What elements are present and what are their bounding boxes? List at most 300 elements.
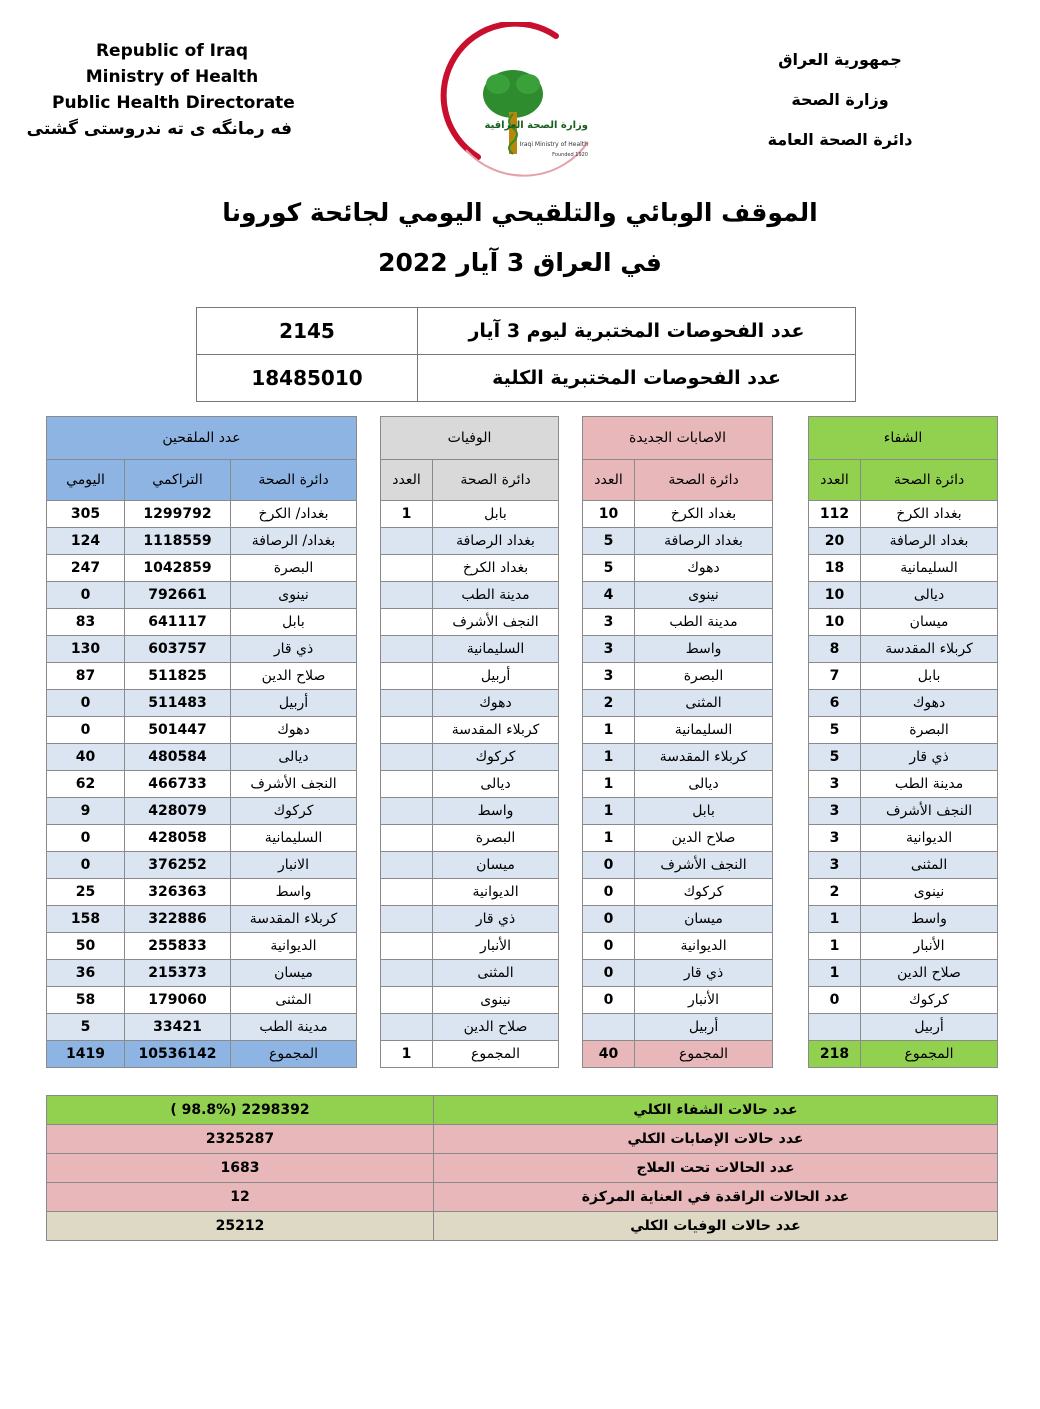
spacer (357, 663, 381, 690)
cases-directorate-cell: أربيل (635, 1014, 773, 1041)
vacc-daily-cell: 0 (47, 690, 125, 717)
recovery-directorate-cell: الديوانية (861, 825, 998, 852)
cases-count-cell: 1 (583, 825, 635, 852)
recovery-count-cell: 5 (809, 717, 861, 744)
covid-stats-table (46, 416, 998, 1068)
spacer (357, 501, 381, 528)
spacer (357, 1014, 381, 1041)
total-vacc-daily: 1419 (47, 1041, 125, 1068)
deaths-count-cell: 1 (381, 501, 433, 528)
lab-tests-table (196, 307, 856, 402)
arabic-header (740, 40, 940, 160)
spacer (357, 1041, 381, 1068)
spacer (357, 798, 381, 825)
spacer (357, 825, 381, 852)
vacc-directorate-cell: دهوك (231, 717, 357, 744)
vacc-cumulative-cell: 255833 (125, 933, 231, 960)
recovery-count-cell: 8 (809, 636, 861, 663)
spacer (773, 825, 809, 852)
cases-count-cell: 3 (583, 636, 635, 663)
cases-directorate-cell: صلاح الدين (635, 825, 773, 852)
cases-directorate-cell: ميسان (635, 906, 773, 933)
recovery-count-cell (809, 1014, 861, 1041)
cases-count-cell: 3 (583, 663, 635, 690)
total-tests-value: 18485010 (197, 355, 418, 402)
spacer (357, 555, 381, 582)
vacc-daily-cell: 36 (47, 960, 125, 987)
spacer (559, 690, 583, 717)
table-row (47, 690, 998, 717)
cases-directorate-cell: مدينة الطب (635, 609, 773, 636)
cases-directorate-cell: الأنبار (635, 987, 773, 1014)
recovery-directorate-cell: الأنبار (861, 933, 998, 960)
vacc-cumulative-cell: 326363 (125, 879, 231, 906)
deaths-directorate-cell: السليمانية (433, 636, 559, 663)
spacer (773, 879, 809, 906)
recovery-count-cell: 1 (809, 960, 861, 987)
totals-row (47, 1041, 998, 1068)
spacer (559, 906, 583, 933)
deaths-count-cell (381, 798, 433, 825)
recovery-directorate-cell: أربيل (861, 1014, 998, 1041)
column-header-row (47, 460, 998, 501)
deaths-directorate-cell: بغداد الرصافة (433, 528, 559, 555)
spacer (357, 852, 381, 879)
summary-value: 2325287 (47, 1125, 434, 1154)
vacc-cumulative-cell: 511483 (125, 690, 231, 717)
spacer (559, 528, 583, 555)
vacc-daily-cell: 0 (47, 825, 125, 852)
spacer (357, 690, 381, 717)
vacc-daily-cell: 305 (47, 501, 125, 528)
table-row (47, 771, 998, 798)
deaths-directorate-cell: البصرة (433, 825, 559, 852)
recovery-count-cell: 3 (809, 825, 861, 852)
vacc-daily-cell: 247 (47, 555, 125, 582)
vacc-cumulative-cell: 1118559 (125, 528, 231, 555)
cases-count-header: العدد (583, 460, 635, 501)
spacer (773, 798, 809, 825)
vacc-daily-cell: 9 (47, 798, 125, 825)
summary-label: عدد حالات الإصابات الكلي (434, 1125, 998, 1154)
spacer (559, 744, 583, 771)
spacer (559, 825, 583, 852)
summary-value: 12 (47, 1183, 434, 1212)
table-row (47, 582, 998, 609)
spacer (357, 879, 381, 906)
header-ar-line-1: جمهورية العراق (778, 50, 902, 69)
deaths-count-header: العدد (381, 460, 433, 501)
summary-table (46, 1095, 998, 1241)
spacer (559, 555, 583, 582)
deaths-directorate-cell: صلاح الدين (433, 1014, 559, 1041)
recovery-directorate-cell: المثنى (861, 852, 998, 879)
recovery-directorate-cell: السليمانية (861, 555, 998, 582)
spacer (357, 960, 381, 987)
vacc-cumulative-cell: 33421 (125, 1014, 231, 1041)
cases-count-cell: 0 (583, 879, 635, 906)
recovery-count-cell: 18 (809, 555, 861, 582)
recovery-count-cell: 1 (809, 933, 861, 960)
table-row (47, 744, 998, 771)
deaths-directorate-cell: النجف الأشرف (433, 609, 559, 636)
deaths-count-cell (381, 609, 433, 636)
summary-value: 25212 (47, 1212, 434, 1241)
deaths-count-cell (381, 717, 433, 744)
vacc-daily-cell: 83 (47, 609, 125, 636)
deaths-directorate-cell: بغداد الكرخ (433, 555, 559, 582)
spacer (559, 717, 583, 744)
recovery-directorate-cell: النجف الأشرف (861, 798, 998, 825)
vacc-directorate-cell: بغداد/ الكرخ (231, 501, 357, 528)
spacer (773, 460, 809, 501)
ministry-logo (438, 22, 618, 177)
spacer (773, 852, 809, 879)
table-row (47, 636, 998, 663)
deaths-directorate-cell: أربيل (433, 663, 559, 690)
deaths-directorate-cell: دهوك (433, 690, 559, 717)
vacc-cumulative-cell: 466733 (125, 771, 231, 798)
vacc-directorate-cell: ذي قار (231, 636, 357, 663)
recovery-directorate-cell: واسط (861, 906, 998, 933)
vacc-cumulative-cell: 215373 (125, 960, 231, 987)
total-deaths-label: المجموع (433, 1041, 559, 1068)
summary-label: عدد الحالات الراقدة في العناية المركزة (434, 1183, 998, 1212)
spacer (357, 636, 381, 663)
deaths-directorate-header: دائرة الصحة (433, 460, 559, 501)
recovery-directorate-cell: كركوك (861, 987, 998, 1014)
spacer (559, 663, 583, 690)
spacer (357, 717, 381, 744)
recovery-count-cell: 10 (809, 609, 861, 636)
vacc-daily-cell: 0 (47, 582, 125, 609)
vacc-directorate-cell: السليمانية (231, 825, 357, 852)
deaths-directorate-cell: كربلاء المقدسة (433, 717, 559, 744)
deaths-count-cell (381, 879, 433, 906)
header-ar-line-3: دائرة الصحة العامة (767, 130, 913, 149)
recovery-directorate-cell: بغداد الكرخ (861, 501, 998, 528)
deaths-directorate-cell: كركوك (433, 744, 559, 771)
total-tests-row (197, 355, 856, 402)
cases-count-cell: 3 (583, 609, 635, 636)
deaths-count-cell (381, 906, 433, 933)
cases-directorate-cell: بغداد الكرخ (635, 501, 773, 528)
spacer (357, 582, 381, 609)
table-row (47, 609, 998, 636)
recovery-directorate-cell: صلاح الدين (861, 960, 998, 987)
table-row (47, 663, 998, 690)
spacer (559, 987, 583, 1014)
logo-text-ar: وزارة الصحة العراقية (484, 120, 588, 131)
deaths-count-cell (381, 771, 433, 798)
daily-tests-row (197, 308, 856, 355)
recovery-directorate-cell: البصرة (861, 717, 998, 744)
cases-count-cell: 1 (583, 771, 635, 798)
cases-directorate-cell: واسط (635, 636, 773, 663)
spacer (559, 879, 583, 906)
vacc-cumulative-header: التراكمي (125, 460, 231, 501)
vacc-directorate-cell: كركوك (231, 798, 357, 825)
vacc-directorate-cell: مدينة الطب (231, 1014, 357, 1041)
cases-count-cell: 0 (583, 933, 635, 960)
logo-text-en: Iraqi Ministry of Health (519, 141, 588, 148)
spacer (559, 1014, 583, 1041)
table-row (47, 960, 998, 987)
english-header (26, 38, 295, 142)
cases-directorate-cell: البصرة (635, 663, 773, 690)
vacc-cumulative-cell: 511825 (125, 663, 231, 690)
spacer (773, 906, 809, 933)
vacc-daily-cell: 124 (47, 528, 125, 555)
total-cases: 40 (583, 1041, 635, 1068)
section-header-row (47, 417, 998, 460)
daily-tests-value: 2145 (197, 308, 418, 355)
total-cases-label: المجموع (635, 1041, 773, 1068)
vacc-cumulative-cell: 641117 (125, 609, 231, 636)
deaths-count-cell (381, 690, 433, 717)
report-title: الموقف الوبائي والتلقيحي اليومي لجائحة كورونا (222, 198, 818, 227)
vacc-cumulative-cell: 376252 (125, 852, 231, 879)
vacc-directorate-cell: بغداد/ الرصافة (231, 528, 357, 555)
vacc-directorate-header: دائرة الصحة (231, 460, 357, 501)
vacc-daily-cell: 87 (47, 663, 125, 690)
cases-count-cell: 1 (583, 798, 635, 825)
vacc-directorate-cell: الديوانية (231, 933, 357, 960)
recovery-count-cell: 20 (809, 528, 861, 555)
cases-count-cell: 1 (583, 744, 635, 771)
vacc-cumulative-cell: 792661 (125, 582, 231, 609)
vacc-directorate-cell: ميسان (231, 960, 357, 987)
vacc-directorate-cell: كربلاء المقدسة (231, 906, 357, 933)
deaths-directorate-cell: مدينة الطب (433, 582, 559, 609)
vacc-cumulative-cell: 1299792 (125, 501, 231, 528)
vacc-directorate-cell: الانبار (231, 852, 357, 879)
header-ku-line: فه رمانگه ی ته ندروستی گشتی (26, 119, 292, 139)
cases-count-cell: 0 (583, 960, 635, 987)
logo-text-founded: Founded 1920 (552, 152, 588, 158)
deaths-count-cell (381, 636, 433, 663)
cases-directorate-cell: الديوانية (635, 933, 773, 960)
table-row (47, 717, 998, 744)
deaths-count-cell (381, 744, 433, 771)
deaths-directorate-cell: الأنبار (433, 933, 559, 960)
cases-count-cell: 10 (583, 501, 635, 528)
cases-directorate-cell: ذي قار (635, 960, 773, 987)
recovery-directorate-cell: كربلاء المقدسة (861, 636, 998, 663)
recovery-count-cell: 3 (809, 798, 861, 825)
cases-count-cell: 1 (583, 717, 635, 744)
deaths-directorate-cell: ميسان (433, 852, 559, 879)
vacc-cumulative-cell: 179060 (125, 987, 231, 1014)
recovery-count-cell: 1 (809, 906, 861, 933)
vacc-daily-cell: 0 (47, 717, 125, 744)
spacer (357, 933, 381, 960)
cases-directorate-cell: نينوى (635, 582, 773, 609)
summary-value: 1683 (47, 1154, 434, 1183)
recovery-count-cell: 5 (809, 744, 861, 771)
recovery-count-cell: 10 (809, 582, 861, 609)
vacc-directorate-cell: النجف الأشرف (231, 771, 357, 798)
summary-row (47, 1096, 998, 1125)
vacc-daily-cell: 62 (47, 771, 125, 798)
cases-count-cell: 0 (583, 906, 635, 933)
vacc-daily-cell: 130 (47, 636, 125, 663)
vacc-directorate-cell: بابل (231, 609, 357, 636)
vacc-directorate-cell: ديالى (231, 744, 357, 771)
table-row (47, 933, 998, 960)
table-row (47, 852, 998, 879)
spacer (773, 771, 809, 798)
recovery-directorate-header: دائرة الصحة (861, 460, 998, 501)
deaths-directorate-cell: واسط (433, 798, 559, 825)
spacer (773, 690, 809, 717)
vacc-directorate-cell: البصرة (231, 555, 357, 582)
spacer (357, 460, 381, 501)
vacc-cumulative-cell: 428079 (125, 798, 231, 825)
table-row (47, 528, 998, 555)
recovery-count-cell: 7 (809, 663, 861, 690)
vacc-daily-cell: 50 (47, 933, 125, 960)
spacer (357, 528, 381, 555)
vacc-daily-cell: 58 (47, 987, 125, 1014)
vacc-directorate-cell: نينوى (231, 582, 357, 609)
cases-count-cell: 5 (583, 555, 635, 582)
vacc-daily-header: اليومي (47, 460, 125, 501)
vacc-cumulative-cell: 603757 (125, 636, 231, 663)
cases-count-cell: 5 (583, 528, 635, 555)
table-row (47, 501, 998, 528)
cases-directorate-cell: بابل (635, 798, 773, 825)
summary-row (47, 1154, 998, 1183)
cases-directorate-header: دائرة الصحة (635, 460, 773, 501)
recovery-directorate-cell: ميسان (861, 609, 998, 636)
deaths-count-cell (381, 825, 433, 852)
table-row (47, 825, 998, 852)
spacer (559, 933, 583, 960)
cases-count-cell (583, 1014, 635, 1041)
spacer (357, 987, 381, 1014)
summary-row (47, 1125, 998, 1154)
total-vacc-cumulative: 10536142 (125, 1041, 231, 1068)
recovery-count-cell: 6 (809, 690, 861, 717)
summary-label: عدد حالات الوفيات الكلي (434, 1212, 998, 1241)
spacer (357, 609, 381, 636)
vacc-daily-cell: 5 (47, 1014, 125, 1041)
spacer (773, 528, 809, 555)
table-row (47, 1014, 998, 1041)
spacer (559, 636, 583, 663)
vacc-daily-cell: 0 (47, 852, 125, 879)
deaths-section-header: الوفيات (381, 417, 559, 460)
cases-directorate-cell: ديالى (635, 771, 773, 798)
vacc-directorate-cell: المثنى (231, 987, 357, 1014)
cases-count-cell: 2 (583, 690, 635, 717)
deaths-count-cell (381, 933, 433, 960)
spacer (559, 417, 583, 460)
recovery-directorate-cell: بابل (861, 663, 998, 690)
table-row (47, 906, 998, 933)
recovery-count-cell: 2 (809, 879, 861, 906)
spacer (773, 636, 809, 663)
summary-value: ( 98.8%) 2298392 (47, 1096, 434, 1125)
vacc-daily-cell: 40 (47, 744, 125, 771)
vaccinated-section-header: عدد الملقحين (47, 417, 357, 460)
vacc-daily-cell: 25 (47, 879, 125, 906)
total-deaths: 1 (381, 1041, 433, 1068)
vacc-daily-cell: 158 (47, 906, 125, 933)
cases-count-cell: 4 (583, 582, 635, 609)
vacc-cumulative-cell: 322886 (125, 906, 231, 933)
cases-directorate-cell: النجف الأشرف (635, 852, 773, 879)
cases-count-cell: 0 (583, 987, 635, 1014)
spacer (773, 717, 809, 744)
table-row (47, 879, 998, 906)
vacc-cumulative-cell: 428058 (125, 825, 231, 852)
spacer (357, 417, 381, 460)
deaths-directorate-cell: ديالى (433, 771, 559, 798)
deaths-count-cell (381, 960, 433, 987)
recovery-directorate-cell: ذي قار (861, 744, 998, 771)
recovery-count-cell: 112 (809, 501, 861, 528)
cases-count-cell: 0 (583, 852, 635, 879)
recovery-count-cell: 3 (809, 852, 861, 879)
recovery-directorate-cell: بغداد الرصافة (861, 528, 998, 555)
cases-section-header: الاصابات الجديدة (583, 417, 773, 460)
recovery-directorate-cell: نينوى (861, 879, 998, 906)
table-row (47, 987, 998, 1014)
deaths-count-cell (381, 987, 433, 1014)
deaths-directorate-cell: نينوى (433, 987, 559, 1014)
header-en-line-1: Republic of Iraq (95, 41, 249, 61)
spacer (773, 987, 809, 1014)
spacer (357, 744, 381, 771)
total-tests-label: عدد الفحوصات المختبرية الكلية (418, 355, 856, 402)
deaths-count-cell (381, 852, 433, 879)
daily-tests-label: عدد الفحوصات المختبرية ليوم 3 آيار (418, 308, 856, 355)
spacer (773, 960, 809, 987)
recovery-section-header: الشفاء (809, 417, 998, 460)
deaths-count-cell (381, 663, 433, 690)
deaths-directorate-cell: المثنى (433, 960, 559, 987)
cases-directorate-cell: بغداد الرصافة (635, 528, 773, 555)
spacer (773, 933, 809, 960)
spacer (773, 417, 809, 460)
summary-label: عدد حالات الشفاء الكلي (434, 1096, 998, 1125)
total-recovery: 218 (809, 1041, 861, 1068)
cases-directorate-cell: المثنى (635, 690, 773, 717)
summary-row (47, 1212, 998, 1241)
spacer (559, 798, 583, 825)
recovery-count-cell: 3 (809, 771, 861, 798)
header-en-line-2: Ministry of Health (85, 67, 259, 87)
deaths-count-cell (381, 528, 433, 555)
report-date: في العراق 3 آيار 2022 (378, 248, 662, 277)
spacer (357, 906, 381, 933)
spacer (773, 501, 809, 528)
vacc-directorate-cell: أربيل (231, 690, 357, 717)
spacer (773, 555, 809, 582)
vacc-directorate-cell: واسط (231, 879, 357, 906)
header-ar-line-2: وزارة الصحة (791, 90, 889, 109)
vacc-cumulative-cell: 480584 (125, 744, 231, 771)
spacer (773, 1041, 809, 1068)
spacer (773, 1014, 809, 1041)
deaths-directorate-cell: ذي قار (433, 906, 559, 933)
spacer (559, 609, 583, 636)
recovery-count-cell: 0 (809, 987, 861, 1014)
total-recovery-label: المجموع (861, 1041, 998, 1068)
spacer (559, 1041, 583, 1068)
